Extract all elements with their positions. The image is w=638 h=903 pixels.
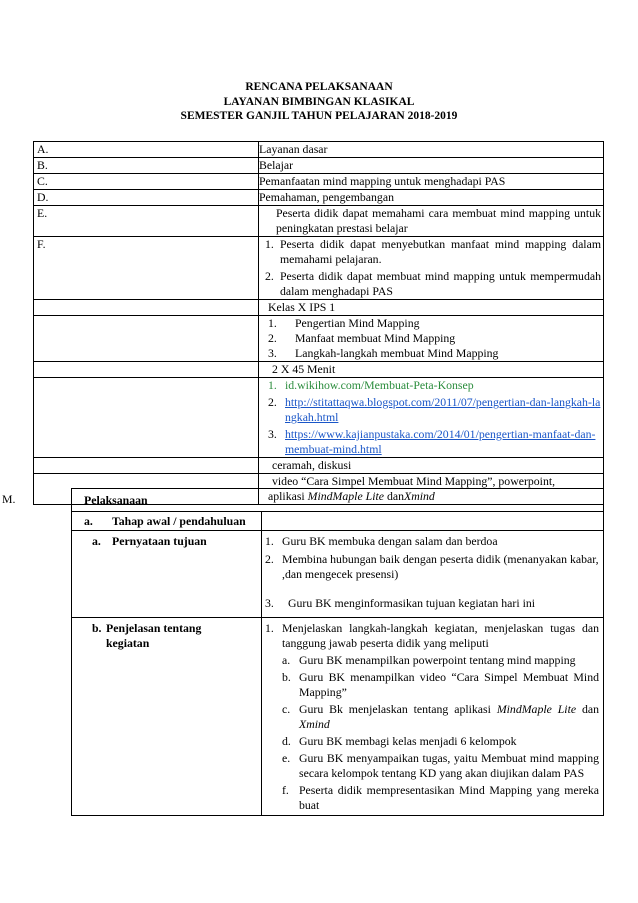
- row-sasaran: [34, 300, 604, 316]
- row-label: B.: [34, 158, 259, 174]
- row-label: A.: [34, 142, 259, 158]
- source-link[interactable]: https://www.kajianpustaka.com/2014/01/pengertian-manfaat-dan-membuat-mind.html: [285, 427, 596, 456]
- row-f: [34, 237, 604, 300]
- row-value: Pemanfaatan mind mapping untuk menghadapi PAS: [259, 174, 604, 190]
- list-item: 2. Peserta didik dapat membuat mind mapping untuk mempermudah dalam menghadapi PAS: [265, 269, 601, 298]
- section-m-label: M.: [2, 492, 16, 506]
- goal-row: [72, 531, 604, 618]
- list-item: 3. https://www.kajianpustaka.com/2014/01/pengertian-manfaat-dan-membuat-mind.html: [268, 427, 601, 457]
- stage-number: a.: [84, 514, 93, 528]
- row-label: F.: [34, 237, 259, 300]
- list-item: 2. http://stitattaqwa.blogspot.com/2011/07/pengertian-dan-langkah-langkah.html: [268, 395, 601, 424]
- implementation-table: [71, 488, 604, 816]
- stage-row: [72, 512, 604, 531]
- section-title: Pelaksanaan: [72, 489, 604, 512]
- row-label: D.: [34, 190, 259, 206]
- row-label: C.: [34, 174, 259, 190]
- row-b: [34, 158, 604, 174]
- list-item: e. Guru BK menyampaikan tugas, yaitu Membuat mind mapping secara kelompok tentang KD yang akan diujikan dalam PAS: [282, 751, 599, 780]
- row-d: [34, 190, 604, 206]
- row-value: Kelas X IPS 1: [259, 300, 604, 316]
- list-item: b. Guru BK menampilkan video “Cara Simpel Membuat Mind Mapping”: [282, 670, 599, 699]
- row-materi: [34, 316, 604, 362]
- media-line1: video “Cara Simpel Membuat Mind Mapping”, powerpoint,: [272, 474, 556, 488]
- document-subtitle: LAYANAN BIMBINGAN KLASIKAL: [223, 96, 415, 108]
- list-item: f. Peserta didik mempresentasikan Mind Mapping yang mereka buat: [282, 783, 599, 812]
- list-item: 2. Membina hubungan baik dengan peserta didik (menanyakan kabar, ,dan mengecek presensi): [265, 552, 599, 581]
- list-item: d. Guru BK membagi kelas menjadi 6 kelompok: [282, 734, 517, 748]
- document-title: RENCANA PELAKSANAAN: [245, 81, 393, 93]
- list-item: a. Guru BK menampilkan powerpoint tentang mind mapping: [282, 653, 576, 667]
- row-e: [34, 206, 604, 237]
- row-value: ceramah, diskusi: [259, 458, 604, 474]
- row-value: 2 X 45 Menit: [259, 362, 604, 378]
- row-waktu: [34, 362, 604, 378]
- explanation-number: b.: [92, 621, 102, 635]
- row-sumber: [34, 378, 604, 458]
- list-item: 1. Menjelaskan langkah-langkah kegiatan, menjelaskan tugas dan tanggung jawab peserta didik yang meliputi: [265, 621, 599, 650]
- row-label: E.: [34, 206, 259, 237]
- identity-table: [33, 141, 604, 505]
- row-value: Layanan dasar: [259, 142, 604, 158]
- media-line2: aplikasi MindMaple Lite danXmind: [268, 489, 435, 503]
- list-item: 2. Manfaat membuat Mind Mapping: [268, 331, 456, 345]
- list-item: c. Guru Bk menjelaskan tentang aplikasi MindMaple Lite dan Xmind: [282, 702, 600, 731]
- list-item: 3. Langkah-langkah membuat Mind Mapping: [268, 346, 499, 360]
- list-item: 1. Peserta didik dapat menyebutkan manfaat mind mapping dalam memahami pelajaran.: [265, 237, 601, 266]
- row-metode: [34, 458, 604, 474]
- list-item: 3. Guru BK menginformasikan tujuan kegiatan hari ini: [265, 596, 536, 610]
- list-item: 1. Guru BK membuka dengan salam dan berdoa: [265, 534, 498, 548]
- document-semester: SEMESTER GANJIL TAHUN PELAJARAN 2018-2019: [180, 110, 458, 122]
- explanation-title: Penjelasan tentang kegiatan: [106, 621, 202, 650]
- row-value: Peserta didik dapat memahami cara membuat mind mapping untuk peningkatan prestasi belajar: [276, 206, 601, 235]
- row-value: Pemahaman, pengembangan: [259, 190, 604, 206]
- list-item: 1. id.wikihow.com/Membuat-Peta-Konsep: [268, 378, 601, 393]
- list-item: 1. Pengertian Mind Mapping: [268, 316, 420, 330]
- stage-title: Tahap awal / pendahuluan: [112, 514, 246, 528]
- row-c: [34, 174, 604, 190]
- source-link[interactable]: http://stitattaqwa.blogspot.com/2011/07/pengertian-dan-langkah-langkah.html: [285, 395, 601, 424]
- goal-title: Pernyataan tujuan: [112, 534, 207, 548]
- row-a: [34, 142, 604, 158]
- row-value: Belajar: [259, 158, 604, 174]
- explanation-row: [72, 618, 604, 816]
- source-link[interactable]: id.wikihow.com/Membuat-Peta-Konsep: [285, 378, 474, 392]
- goal-number: a.: [92, 534, 101, 548]
- section-heading-row: [72, 489, 604, 512]
